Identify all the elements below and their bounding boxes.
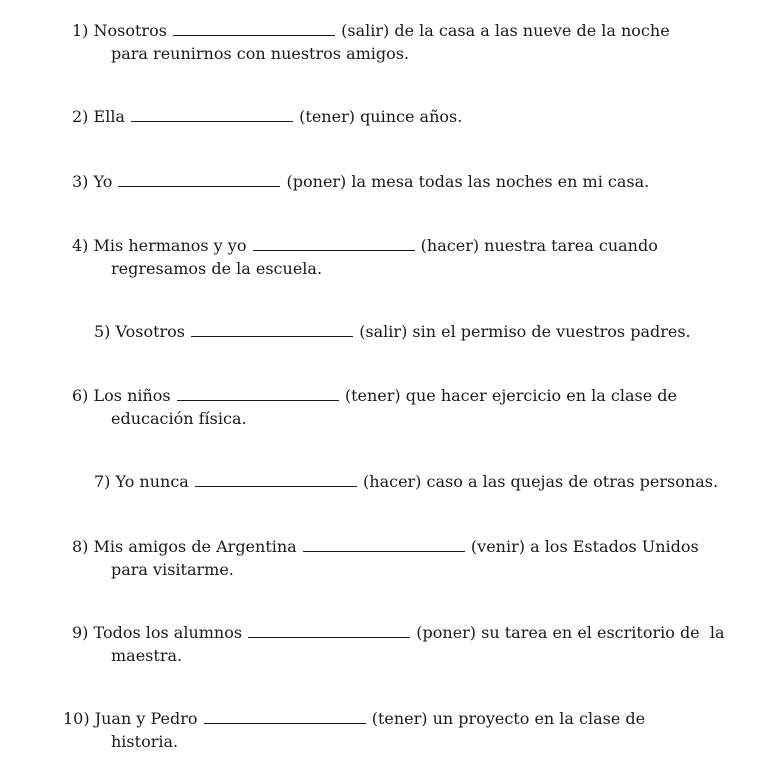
exercise-item-5 (94, 320, 691, 343)
item-continuation: regresamos de la escuela. (111, 259, 323, 278)
exercise-line (63, 707, 645, 730)
item-rest: sin el permiso de vuestros padres. (412, 322, 691, 341)
item-rest: caso a las quejas de otras personas. (426, 472, 719, 491)
item-verb: (venir) (470, 537, 525, 556)
item-subject: Los niños (93, 386, 171, 405)
item-number: 8) (72, 537, 89, 556)
item-number: 9) (72, 623, 89, 642)
exercise-line (72, 535, 699, 558)
answer-blank[interactable] (131, 106, 293, 122)
answer-blank[interactable] (195, 471, 357, 487)
item-number: 7) (94, 472, 111, 491)
exercise-line (72, 170, 649, 193)
item-number: 10) (63, 709, 90, 728)
item-subject: Mis amigos de Argentina (93, 537, 297, 556)
exercise-item-8 (72, 535, 699, 581)
item-rest: a los Estados Unidos (530, 537, 699, 556)
exercise-item-1 (72, 19, 670, 65)
item-subject: Vosotros (115, 322, 185, 341)
answer-blank[interactable] (177, 385, 339, 401)
item-rest: su tarea en el escritorio de la (481, 623, 725, 642)
item-verb: (poner) (416, 623, 477, 642)
item-continuation: maestra. (111, 646, 183, 665)
answer-blank[interactable] (173, 20, 335, 36)
answer-blank[interactable] (191, 321, 353, 337)
item-rest: quince años. (360, 107, 463, 126)
item-continuation: historia. (111, 732, 179, 751)
item-subject: Nosotros (93, 21, 167, 40)
item-verb: (salir) (341, 21, 390, 40)
exercise-item-2 (72, 105, 462, 128)
item-subject: Mis hermanos y yo (93, 236, 247, 255)
answer-blank[interactable] (118, 171, 280, 187)
exercise-item-9 (72, 621, 724, 667)
item-rest: un proyecto en la clase de (432, 709, 646, 728)
answer-blank[interactable] (248, 622, 410, 638)
item-verb: (tener) (299, 107, 355, 126)
item-verb: (tener) (344, 386, 401, 405)
exercise-line (72, 19, 670, 42)
exercise-line (72, 384, 677, 407)
exercise-item-4 (72, 234, 658, 280)
item-continuation: para visitarme. (111, 560, 234, 579)
item-verb: (salir) (359, 322, 408, 341)
exercise-line (94, 320, 691, 343)
exercise-line (94, 470, 718, 493)
item-number: 5) (94, 322, 111, 341)
item-continuation: educación física. (111, 409, 247, 428)
item-number: 4) (72, 236, 89, 255)
item-verb: (hacer) (363, 472, 422, 491)
item-rest: nuestra tarea cuando (484, 236, 658, 255)
item-subject: Ella (93, 107, 125, 126)
exercise-item-10 (63, 707, 645, 753)
exercise-item-6 (72, 384, 677, 430)
item-number: 2) (72, 107, 89, 126)
item-verb: (hacer) (420, 236, 480, 255)
exercise-line (72, 105, 462, 128)
item-rest: que hacer ejercicio en la clase de (405, 386, 677, 405)
answer-blank[interactable] (303, 536, 465, 552)
item-subject: Todos los alumnos (93, 623, 243, 642)
item-number: 1) (72, 21, 89, 40)
item-subject: Yo nunca (115, 472, 189, 491)
item-verb: (poner) (286, 172, 347, 191)
item-rest: la mesa todas las noches en mi casa. (351, 172, 650, 191)
answer-blank[interactable] (253, 235, 415, 251)
exercise-item-7 (94, 470, 718, 493)
exercise-line (72, 621, 724, 644)
item-subject: Juan y Pedro (94, 709, 198, 728)
item-continuation: para reunirnos con nuestros amigos. (111, 44, 410, 63)
item-number: 3) (72, 172, 89, 191)
item-verb: (tener) (371, 709, 428, 728)
item-subject: Yo (93, 172, 113, 191)
item-number: 6) (72, 386, 89, 405)
answer-blank[interactable] (204, 708, 366, 724)
exercise-item-3 (72, 170, 649, 193)
exercise-line (72, 234, 658, 257)
item-rest: de la casa a las nueve de la noche (394, 21, 670, 40)
